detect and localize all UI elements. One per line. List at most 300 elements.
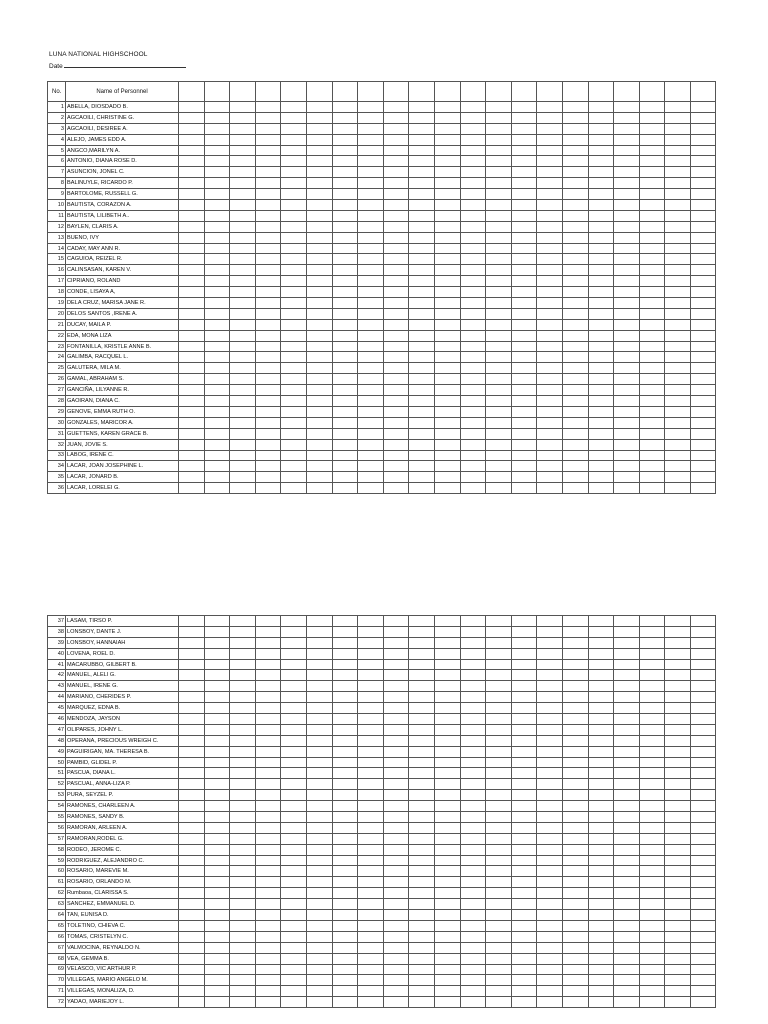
attendance-cell[interactable] <box>665 855 691 866</box>
attendance-cell[interactable] <box>409 812 435 823</box>
attendance-cell[interactable] <box>409 616 435 627</box>
attendance-cell[interactable] <box>230 953 256 964</box>
attendance-cell[interactable] <box>511 866 537 877</box>
attendance-cell[interactable] <box>639 265 665 276</box>
attendance-cell[interactable] <box>639 189 665 200</box>
attendance-cell[interactable] <box>614 746 640 757</box>
attendance-cell[interactable] <box>358 801 384 812</box>
attendance-cell[interactable] <box>460 156 486 167</box>
attendance-cell[interactable] <box>255 735 281 746</box>
attendance-cell[interactable] <box>588 616 614 627</box>
attendance-cell[interactable] <box>306 483 332 494</box>
attendance-cell[interactable] <box>486 210 512 221</box>
attendance-cell[interactable] <box>306 243 332 254</box>
attendance-cell[interactable] <box>204 616 230 627</box>
attendance-cell[interactable] <box>306 986 332 997</box>
attendance-cell[interactable] <box>460 308 486 319</box>
attendance-cell[interactable] <box>255 287 281 298</box>
attendance-cell[interactable] <box>537 681 563 692</box>
attendance-cell[interactable] <box>179 363 205 374</box>
attendance-cell[interactable] <box>639 920 665 931</box>
attendance-cell[interactable] <box>614 899 640 910</box>
attendance-cell[interactable] <box>486 396 512 407</box>
attendance-cell[interactable] <box>358 221 384 232</box>
attendance-cell[interactable] <box>409 953 435 964</box>
attendance-cell[interactable] <box>460 942 486 953</box>
attendance-cell[interactable] <box>434 931 460 942</box>
attendance-cell[interactable] <box>383 746 409 757</box>
attendance-cell[interactable] <box>434 626 460 637</box>
attendance-cell[interactable] <box>486 899 512 910</box>
attendance-cell[interactable] <box>332 637 358 648</box>
attendance-cell[interactable] <box>614 626 640 637</box>
attendance-cell[interactable] <box>230 964 256 975</box>
attendance-cell[interactable] <box>665 189 691 200</box>
attendance-cell[interactable] <box>614 428 640 439</box>
attendance-cell[interactable] <box>665 735 691 746</box>
attendance-cell[interactable] <box>204 352 230 363</box>
attendance-cell[interactable] <box>332 790 358 801</box>
attendance-cell[interactable] <box>179 899 205 910</box>
attendance-cell[interactable] <box>383 877 409 888</box>
attendance-cell[interactable] <box>204 112 230 123</box>
attendance-cell[interactable] <box>665 931 691 942</box>
attendance-cell[interactable] <box>332 265 358 276</box>
attendance-cell[interactable] <box>230 812 256 823</box>
attendance-cell[interactable] <box>486 189 512 200</box>
attendance-cell[interactable] <box>255 866 281 877</box>
attendance-cell[interactable] <box>409 670 435 681</box>
attendance-cell[interactable] <box>179 953 205 964</box>
attendance-cell[interactable] <box>281 265 307 276</box>
attendance-cell[interactable] <box>588 134 614 145</box>
attendance-cell[interactable] <box>639 298 665 309</box>
attendance-cell[interactable] <box>281 997 307 1008</box>
attendance-cell[interactable] <box>332 374 358 385</box>
attendance-cell[interactable] <box>179 757 205 768</box>
attendance-cell[interactable] <box>614 735 640 746</box>
attendance-cell[interactable] <box>383 472 409 483</box>
attendance-cell[interactable] <box>332 308 358 319</box>
attendance-cell[interactable] <box>588 265 614 276</box>
attendance-cell[interactable] <box>511 790 537 801</box>
attendance-cell[interactable] <box>255 341 281 352</box>
attendance-cell[interactable] <box>230 659 256 670</box>
attendance-cell[interactable] <box>383 920 409 931</box>
attendance-cell[interactable] <box>434 975 460 986</box>
attendance-cell[interactable] <box>179 790 205 801</box>
attendance-cell[interactable] <box>383 385 409 396</box>
attendance-cell[interactable] <box>511 888 537 899</box>
attendance-cell[interactable] <box>614 888 640 899</box>
attendance-cell[interactable] <box>230 200 256 211</box>
column-header-blank[interactable] <box>204 82 230 102</box>
attendance-cell[interactable] <box>486 975 512 986</box>
attendance-cell[interactable] <box>614 112 640 123</box>
attendance-cell[interactable] <box>383 866 409 877</box>
attendance-cell[interactable] <box>230 648 256 659</box>
attendance-cell[interactable] <box>204 681 230 692</box>
attendance-cell[interactable] <box>179 681 205 692</box>
attendance-cell[interactable] <box>588 703 614 714</box>
attendance-cell[interactable] <box>614 877 640 888</box>
attendance-cell[interactable] <box>460 616 486 627</box>
attendance-cell[interactable] <box>434 450 460 461</box>
attendance-cell[interactable] <box>255 822 281 833</box>
attendance-cell[interactable] <box>537 330 563 341</box>
attendance-cell[interactable] <box>639 156 665 167</box>
attendance-cell[interactable] <box>255 167 281 178</box>
attendance-cell[interactable] <box>588 812 614 823</box>
attendance-cell[interactable] <box>562 714 588 725</box>
attendance-cell[interactable] <box>434 363 460 374</box>
attendance-cell[interactable] <box>562 167 588 178</box>
attendance-cell[interactable] <box>179 385 205 396</box>
attendance-cell[interactable] <box>511 363 537 374</box>
attendance-cell[interactable] <box>562 964 588 975</box>
attendance-cell[interactable] <box>255 156 281 167</box>
attendance-cell[interactable] <box>281 637 307 648</box>
attendance-cell[interactable] <box>537 385 563 396</box>
attendance-cell[interactable] <box>409 659 435 670</box>
attendance-cell[interactable] <box>383 626 409 637</box>
attendance-cell[interactable] <box>383 757 409 768</box>
attendance-cell[interactable] <box>460 833 486 844</box>
attendance-cell[interactable] <box>306 319 332 330</box>
attendance-cell[interactable] <box>179 670 205 681</box>
attendance-cell[interactable] <box>614 461 640 472</box>
attendance-cell[interactable] <box>281 298 307 309</box>
attendance-cell[interactable] <box>230 145 256 156</box>
attendance-cell[interactable] <box>690 102 716 113</box>
attendance-cell[interactable] <box>460 232 486 243</box>
attendance-cell[interactable] <box>665 243 691 254</box>
attendance-cell[interactable] <box>434 888 460 899</box>
attendance-cell[interactable] <box>434 265 460 276</box>
attendance-cell[interactable] <box>486 319 512 330</box>
attendance-cell[interactable] <box>460 899 486 910</box>
attendance-cell[interactable] <box>434 472 460 483</box>
attendance-cell[interactable] <box>255 254 281 265</box>
attendance-cell[interactable] <box>434 406 460 417</box>
attendance-cell[interactable] <box>511 243 537 254</box>
attendance-cell[interactable] <box>255 319 281 330</box>
attendance-cell[interactable] <box>460 287 486 298</box>
attendance-cell[interactable] <box>204 145 230 156</box>
attendance-cell[interactable] <box>639 648 665 659</box>
attendance-cell[interactable] <box>281 287 307 298</box>
attendance-cell[interactable] <box>434 997 460 1008</box>
attendance-cell[interactable] <box>332 855 358 866</box>
attendance-cell[interactable] <box>179 920 205 931</box>
attendance-cell[interactable] <box>358 986 384 997</box>
attendance-cell[interactable] <box>204 123 230 134</box>
attendance-cell[interactable] <box>332 670 358 681</box>
attendance-cell[interactable] <box>409 746 435 757</box>
attendance-cell[interactable] <box>665 385 691 396</box>
attendance-cell[interactable] <box>332 812 358 823</box>
attendance-cell[interactable] <box>204 221 230 232</box>
attendance-cell[interactable] <box>434 396 460 407</box>
attendance-cell[interactable] <box>588 833 614 844</box>
attendance-cell[interactable] <box>639 461 665 472</box>
attendance-cell[interactable] <box>486 472 512 483</box>
attendance-cell[interactable] <box>486 417 512 428</box>
attendance-cell[interactable] <box>332 779 358 790</box>
attendance-cell[interactable] <box>383 428 409 439</box>
attendance-cell[interactable] <box>690 637 716 648</box>
attendance-cell[interactable] <box>434 670 460 681</box>
attendance-cell[interactable] <box>460 703 486 714</box>
attendance-cell[interactable] <box>562 341 588 352</box>
attendance-cell[interactable] <box>306 406 332 417</box>
attendance-cell[interactable] <box>690 910 716 921</box>
attendance-cell[interactable] <box>255 953 281 964</box>
attendance-cell[interactable] <box>358 232 384 243</box>
attendance-cell[interactable] <box>179 626 205 637</box>
attendance-cell[interactable] <box>409 276 435 287</box>
attendance-cell[interactable] <box>460 319 486 330</box>
attendance-cell[interactable] <box>383 189 409 200</box>
attendance-cell[interactable] <box>255 910 281 921</box>
attendance-cell[interactable] <box>281 102 307 113</box>
attendance-cell[interactable] <box>690 997 716 1008</box>
attendance-cell[interactable] <box>665 681 691 692</box>
attendance-cell[interactable] <box>460 396 486 407</box>
attendance-cell[interactable] <box>358 243 384 254</box>
attendance-cell[interactable] <box>486 461 512 472</box>
attendance-cell[interactable] <box>230 178 256 189</box>
attendance-cell[interactable] <box>588 964 614 975</box>
attendance-cell[interactable] <box>230 855 256 866</box>
attendance-cell[interactable] <box>665 232 691 243</box>
attendance-cell[interactable] <box>588 659 614 670</box>
attendance-cell[interactable] <box>665 341 691 352</box>
attendance-cell[interactable] <box>562 844 588 855</box>
attendance-cell[interactable] <box>179 341 205 352</box>
attendance-cell[interactable] <box>588 232 614 243</box>
attendance-cell[interactable] <box>562 308 588 319</box>
attendance-cell[interactable] <box>588 156 614 167</box>
attendance-cell[interactable] <box>690 899 716 910</box>
attendance-cell[interactable] <box>614 920 640 931</box>
attendance-cell[interactable] <box>486 768 512 779</box>
attendance-cell[interactable] <box>306 385 332 396</box>
attendance-cell[interactable] <box>281 374 307 385</box>
attendance-cell[interactable] <box>562 746 588 757</box>
attendance-cell[interactable] <box>358 779 384 790</box>
attendance-cell[interactable] <box>281 626 307 637</box>
attendance-cell[interactable] <box>614 779 640 790</box>
attendance-cell[interactable] <box>306 779 332 790</box>
attendance-cell[interactable] <box>486 779 512 790</box>
attendance-cell[interactable] <box>255 232 281 243</box>
attendance-cell[interactable] <box>179 308 205 319</box>
attendance-cell[interactable] <box>306 200 332 211</box>
attendance-cell[interactable] <box>409 899 435 910</box>
attendance-cell[interactable] <box>383 681 409 692</box>
attendance-cell[interactable] <box>204 899 230 910</box>
attendance-cell[interactable] <box>639 899 665 910</box>
attendance-cell[interactable] <box>460 417 486 428</box>
attendance-cell[interactable] <box>306 637 332 648</box>
attendance-cell[interactable] <box>537 363 563 374</box>
attendance-cell[interactable] <box>639 276 665 287</box>
attendance-cell[interactable] <box>332 757 358 768</box>
attendance-cell[interactable] <box>486 200 512 211</box>
attendance-cell[interactable] <box>281 363 307 374</box>
attendance-cell[interactable] <box>588 483 614 494</box>
attendance-cell[interactable] <box>511 308 537 319</box>
attendance-cell[interactable] <box>690 298 716 309</box>
attendance-cell[interactable] <box>281 134 307 145</box>
attendance-cell[interactable] <box>358 439 384 450</box>
attendance-cell[interactable] <box>358 428 384 439</box>
attendance-cell[interactable] <box>511 221 537 232</box>
attendance-cell[interactable] <box>230 942 256 953</box>
attendance-cell[interactable] <box>434 801 460 812</box>
attendance-cell[interactable] <box>179 123 205 134</box>
attendance-cell[interactable] <box>690 616 716 627</box>
attendance-cell[interactable] <box>639 877 665 888</box>
attendance-cell[interactable] <box>460 374 486 385</box>
attendance-cell[interactable] <box>434 964 460 975</box>
attendance-cell[interactable] <box>486 167 512 178</box>
attendance-cell[interactable] <box>562 243 588 254</box>
attendance-cell[interactable] <box>383 112 409 123</box>
attendance-cell[interactable] <box>562 385 588 396</box>
attendance-cell[interactable] <box>204 659 230 670</box>
attendance-cell[interactable] <box>639 254 665 265</box>
attendance-cell[interactable] <box>639 112 665 123</box>
attendance-cell[interactable] <box>255 899 281 910</box>
attendance-cell[interactable] <box>562 812 588 823</box>
attendance-cell[interactable] <box>409 931 435 942</box>
attendance-cell[interactable] <box>434 844 460 855</box>
attendance-cell[interactable] <box>204 822 230 833</box>
attendance-cell[interactable] <box>230 746 256 757</box>
attendance-cell[interactable] <box>306 461 332 472</box>
attendance-cell[interactable] <box>460 757 486 768</box>
attendance-cell[interactable] <box>409 692 435 703</box>
attendance-cell[interactable] <box>358 385 384 396</box>
attendance-cell[interactable] <box>332 178 358 189</box>
column-header-blank[interactable] <box>460 82 486 102</box>
attendance-cell[interactable] <box>588 670 614 681</box>
attendance-cell[interactable] <box>511 997 537 1008</box>
attendance-cell[interactable] <box>460 975 486 986</box>
attendance-cell[interactable] <box>562 232 588 243</box>
attendance-cell[interactable] <box>614 287 640 298</box>
attendance-cell[interactable] <box>255 768 281 779</box>
attendance-cell[interactable] <box>255 659 281 670</box>
attendance-cell[interactable] <box>409 833 435 844</box>
attendance-cell[interactable] <box>460 888 486 899</box>
attendance-cell[interactable] <box>179 812 205 823</box>
attendance-cell[interactable] <box>204 790 230 801</box>
attendance-cell[interactable] <box>332 189 358 200</box>
attendance-cell[interactable] <box>562 735 588 746</box>
attendance-cell[interactable] <box>562 855 588 866</box>
attendance-cell[interactable] <box>537 298 563 309</box>
column-header-blank[interactable] <box>230 82 256 102</box>
column-header-blank[interactable] <box>383 82 409 102</box>
attendance-cell[interactable] <box>511 692 537 703</box>
attendance-cell[interactable] <box>639 616 665 627</box>
attendance-cell[interactable] <box>562 363 588 374</box>
attendance-cell[interactable] <box>690 232 716 243</box>
attendance-cell[interactable] <box>383 374 409 385</box>
attendance-cell[interactable] <box>486 801 512 812</box>
attendance-cell[interactable] <box>255 298 281 309</box>
attendance-cell[interactable] <box>255 833 281 844</box>
attendance-cell[interactable] <box>614 768 640 779</box>
attendance-cell[interactable] <box>460 626 486 637</box>
attendance-cell[interactable] <box>281 779 307 790</box>
attendance-cell[interactable] <box>409 822 435 833</box>
attendance-cell[interactable] <box>230 899 256 910</box>
attendance-cell[interactable] <box>358 714 384 725</box>
attendance-cell[interactable] <box>486 232 512 243</box>
attendance-cell[interactable] <box>690 659 716 670</box>
attendance-cell[interactable] <box>486 385 512 396</box>
attendance-cell[interactable] <box>562 659 588 670</box>
attendance-cell[interactable] <box>562 648 588 659</box>
attendance-cell[interactable] <box>358 123 384 134</box>
attendance-cell[interactable] <box>230 888 256 899</box>
attendance-cell[interactable] <box>486 221 512 232</box>
attendance-cell[interactable] <box>460 877 486 888</box>
attendance-cell[interactable] <box>204 735 230 746</box>
attendance-cell[interactable] <box>383 648 409 659</box>
attendance-cell[interactable] <box>281 844 307 855</box>
attendance-cell[interactable] <box>179 156 205 167</box>
attendance-cell[interactable] <box>460 363 486 374</box>
attendance-cell[interactable] <box>690 461 716 472</box>
attendance-cell[interactable] <box>690 920 716 931</box>
attendance-cell[interactable] <box>409 439 435 450</box>
attendance-cell[interactable] <box>179 692 205 703</box>
attendance-cell[interactable] <box>230 920 256 931</box>
column-header-blank[interactable] <box>639 82 665 102</box>
attendance-cell[interactable] <box>537 975 563 986</box>
attendance-cell[interactable] <box>383 330 409 341</box>
attendance-cell[interactable] <box>460 112 486 123</box>
attendance-cell[interactable] <box>281 866 307 877</box>
attendance-cell[interactable] <box>614 844 640 855</box>
attendance-cell[interactable] <box>409 417 435 428</box>
attendance-cell[interactable] <box>255 210 281 221</box>
attendance-cell[interactable] <box>614 200 640 211</box>
attendance-cell[interactable] <box>639 844 665 855</box>
attendance-cell[interactable] <box>537 801 563 812</box>
attendance-cell[interactable] <box>460 472 486 483</box>
attendance-cell[interactable] <box>562 899 588 910</box>
attendance-cell[interactable] <box>332 626 358 637</box>
attendance-cell[interactable] <box>179 428 205 439</box>
attendance-cell[interactable] <box>537 616 563 627</box>
attendance-cell[interactable] <box>486 964 512 975</box>
attendance-cell[interactable] <box>537 626 563 637</box>
attendance-cell[interactable] <box>255 123 281 134</box>
attendance-cell[interactable] <box>409 287 435 298</box>
attendance-cell[interactable] <box>434 833 460 844</box>
attendance-cell[interactable] <box>281 801 307 812</box>
attendance-cell[interactable] <box>281 352 307 363</box>
attendance-cell[interactable] <box>204 298 230 309</box>
attendance-cell[interactable] <box>230 768 256 779</box>
attendance-cell[interactable] <box>537 396 563 407</box>
